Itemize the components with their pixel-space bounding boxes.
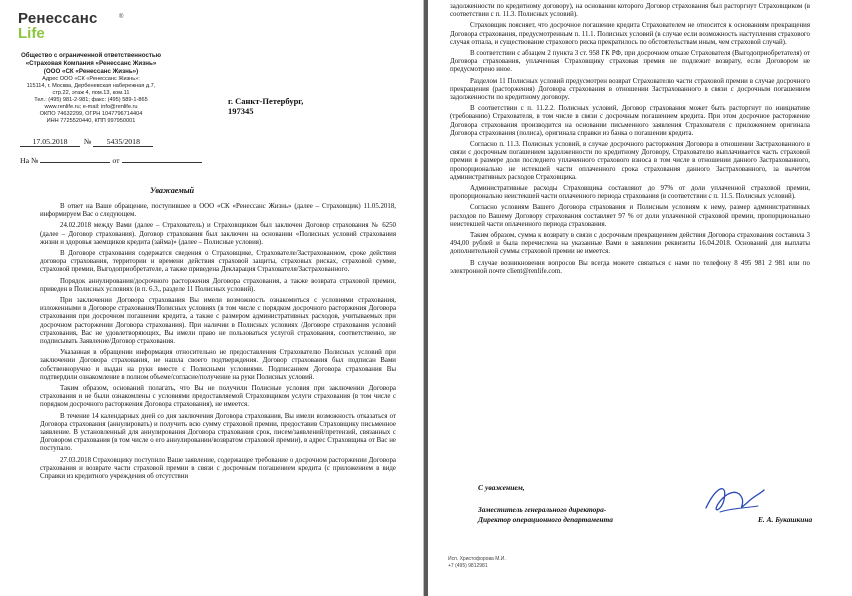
paragraph: 27.03.2018 Страховщику поступило Ваше заявление, содержащее требование о досрочном расторжении Договора страхования и возврате части страховой премии в связи с досрочным погашением кредита (с приложением в виде Справки из кредитного учреждения об отсутствии	[40, 456, 396, 481]
paragraph: В Договоре страхования содержатся сведения о Страховщике, Страхователе/Застрахованном, сроке действия договора страхования, территории и времени действия страховой защиты, страховых рисках, страховой сумме, страховой премии, Выгодоприобретателе, а также приведена Декларация Страхователя/Застрахованного.	[40, 250, 396, 274]
paragraph: Таким образом, сумма к возврату в связи с досрочным прекращением действия Договора страхования составила 3 494,00 рублей и была перечислена на указанные Вами в заявлении реквизиты 16.04.2018. Оснований для выплаты дополнительной суммы страховой премии не имеется.	[450, 232, 810, 256]
signer-title-line1: Заместитель генерального директора-	[478, 505, 607, 514]
outgoing-registration	[20, 137, 153, 147]
address-line: ИНН 7725520440, КПП 997950001	[46, 118, 136, 124]
paragraph: В ответ на Ваше обращение, поступившее в ООО «СК «Ренессанс Жизнь» (далее – Страховщик) 11.05.2018, информируем Вас о следующем.	[40, 203, 396, 219]
company-details	[16, 52, 166, 125]
paragraph: В течение 14 календарных дней со дня заключения Договора страхования, Вы имели возможность отказаться от Договора страхования (аннулировать) и получить всю сумму страховой премии, предоставив Страховщику письменное заявление. В установленный для аннулирования Договора страхования срок, писем/заявлений/претензий, связанных с Договором страхования (в том числе о его аннулировании/возвратом страховой премии), в адрес Страховщика от Вас не поступало.	[40, 412, 396, 453]
address-line: 115114, г. Москва, Дербеневская набережная д.7,	[26, 83, 156, 89]
address-line: ОКПО 74632299, ОГРН 1047796714404	[39, 111, 143, 117]
from-date-blank	[122, 155, 202, 163]
letter-page-1	[0, 0, 424, 596]
paragraph: В соответствии с п. 11.2.2. Полисных условий, Договор страхования может быть расторгнут по инициативе (требованию) Страхователя, в том числе в связи с досрочным погашением кредита. При этом досрочное расторжение Договора страхования производится на основании письменного заявления Страхователя с приложением оригинала Договора страхования (полиса), оригинала справки из банка о погашении кредита.	[450, 105, 810, 137]
handwritten-signature	[698, 478, 768, 520]
executor-phone: +7 (495) 9812981	[448, 562, 488, 569]
recipient-address	[228, 96, 303, 116]
on-number-blank	[40, 155, 110, 163]
letter-number: 5435/2018	[93, 137, 153, 147]
letter-page-2	[428, 0, 852, 596]
paragraph: задолженности по кредитному договору), на основании которого Договор страхования был расторгнут Страховщиком (в соответствии с п. 11.3. Полисных условий).	[450, 3, 810, 19]
renessans-life-logo	[18, 10, 128, 50]
company-line: (ООО «СК «Ренессанс Жизнь»)	[43, 68, 139, 75]
closing-respect: С уважением,	[478, 483, 525, 492]
paragraph: Таким образом, оснований полагать, что Вы не получили Полисные условия при заключении Договора страхования и не были ознакомлены с условиями предоставляемой Страховщиком услуги страхования (в том числе с порядком досрочного расторжения Договора страхования), не имеется.	[40, 385, 396, 409]
greeting: Уважаемый	[150, 186, 195, 195]
address-line: стр.22, этаж 4, пом.13, ком.11	[52, 90, 130, 96]
paragraph: В случае возникновения вопросов Вы всегда можете связаться с нами по телефону 8 495 981 2 981 или по электронной почте client@renlife.com.	[450, 259, 810, 275]
signer-title	[478, 505, 613, 525]
address-line: Тел.: (495) 981-2-981; факс: (495) 589-1-865	[34, 97, 148, 103]
on-number-label: На №	[20, 156, 39, 165]
paragraph: Указанная в обращении информация относительно не предоставления Страхователю Полисных условий при заключении Договора страхования, не нашла своего подтверждения. Договор страхования был подписан Вами собственноручно и выдан на руки вместе с Полисными условиями. Подписанием Договора страхования Вы подтвердили ознакомление в полном объеме/согласие/получение на руки Полисных условий.	[40, 349, 396, 381]
recipient-city: г. Санкт-Петербург,	[228, 96, 304, 106]
paragraph: Согласно п. 11.3. Полисных условий, в случае досрочного расторжения Договора в отношении Застрахованного в связи с досрочным погашением задолженности по кредитному Договору, Страхователю выплачивается часть страховой премии в размере доли последнего уплаченного страхового взноса в том числе в отношении данного Застрахованного, пропорционально не истекшей части оплаченного срока страхования данного Застрахованного, за вычетом административных расходов Страховщика.	[450, 141, 810, 181]
number-sign: №	[83, 137, 92, 146]
executor-name: Исп. Христофорова М.И.	[448, 556, 506, 562]
paragraph: При заключении Договора страхования Вы имели возможность ознакомиться с условиями страхования, изложенными в Договоре страхования/Полисных условиях (в том числе с порядком досрочного расторжения Договора страхования при досрочном погашении кредита, а также с размером административных расходов, учитываемых при досрочном расторжении Договора страхования). При наличии в Полисных условиях /Договоре страхования условий страхования, Вас не удовлетворяющих, Вы имели право не пользоваться услугой страхования, соответственно, не подписывать Заявление/Договор страхования.	[40, 297, 396, 346]
letter-date: 17.05.2018	[20, 137, 80, 147]
paragraph: 24.02.2018 между Вами (далее – Страхователь) и Страховщиком был заключен Договор страхования № 6250 (далее – Договор страхования). Договор страхования был заключен на основании «Полисных условий страхования жизни и здоровья заемщиков кредита (займа)» (далее – Полисные условия).	[40, 222, 396, 246]
company-line: Общество с ограниченной ответственностью	[20, 52, 162, 59]
logo-registered-mark: ®	[119, 14, 124, 20]
paragraph: В соответствии с абзацем 2 пункта 3 ст. 958 ГК РФ, при досрочном отказе Страхователя (Выгодоприобретателя) от Договора страхования, уплаченная Страховщику страховая премия не подлежит возврату, если Договором не предусмотрено иное.	[450, 50, 810, 74]
paragraph: Порядок аннулирования/досрочного расторжения Договора страхования, а также возврата страховой премии, приведен в Полисных условиях (в п. 6.3., разделе 11 Полисных условий).	[40, 277, 396, 293]
company-line: «Страховая Компания «Ренессанс Жизнь»	[25, 60, 157, 67]
incoming-reference	[20, 155, 202, 165]
from-label: от	[112, 156, 120, 165]
paragraph: Согласно условиям Вашего Договора страхования и Полисным условиям к нему, размер административных расходов по Вашему Договору страхования составляет 97 % от доли уплаченной страховой премии, пропорционально неистекшей части оплаченного периода страхования.	[450, 204, 810, 228]
recipient-postcode: 197345	[228, 106, 254, 116]
paragraph: Разделом 11 Полисных условий предусмотрен возврат Страхователю части страховой премии в случае досрочного прекращения (расторжения) Договора страхования в отношении Застрахованного в связи с досрочным погашением задолженности по кредитному договору.	[450, 77, 810, 102]
logo-line2: Life	[18, 25, 45, 42]
address-line: Адрес ООО «СК «Ренессанс Жизнь»:	[42, 76, 140, 82]
paragraph: Административные расходы Страховщика составляют до 97% от доли уплаченной страховой премии, пропорционально неистекшей части оплаченного периода страхования (в соответствии с п. 11.5. Полисных условий).	[450, 185, 810, 201]
letter-body-page1	[40, 203, 396, 484]
signer-name: Е. А. Букашкина	[758, 515, 813, 524]
letter-body-page2	[450, 3, 810, 279]
logo-line1: Ренессанс	[18, 10, 98, 27]
executor-info	[448, 556, 506, 569]
paragraph: Страховщик поясняет, что досрочное погашение кредита Страхователем не относится к основаниям прекращения Договора страхования, предусмотренным п. 11.1. Полисных условий (в случае если возможность наступления страхового случая отпала, и существование страхового риска прекратилось по обстоятельствам иным, чем страховой случай).	[450, 22, 810, 46]
address-line: www.renlife.ru; e-mail: info@renlife.ru	[44, 104, 138, 110]
signer-title-line2: Директор операционного департамента	[478, 515, 613, 524]
